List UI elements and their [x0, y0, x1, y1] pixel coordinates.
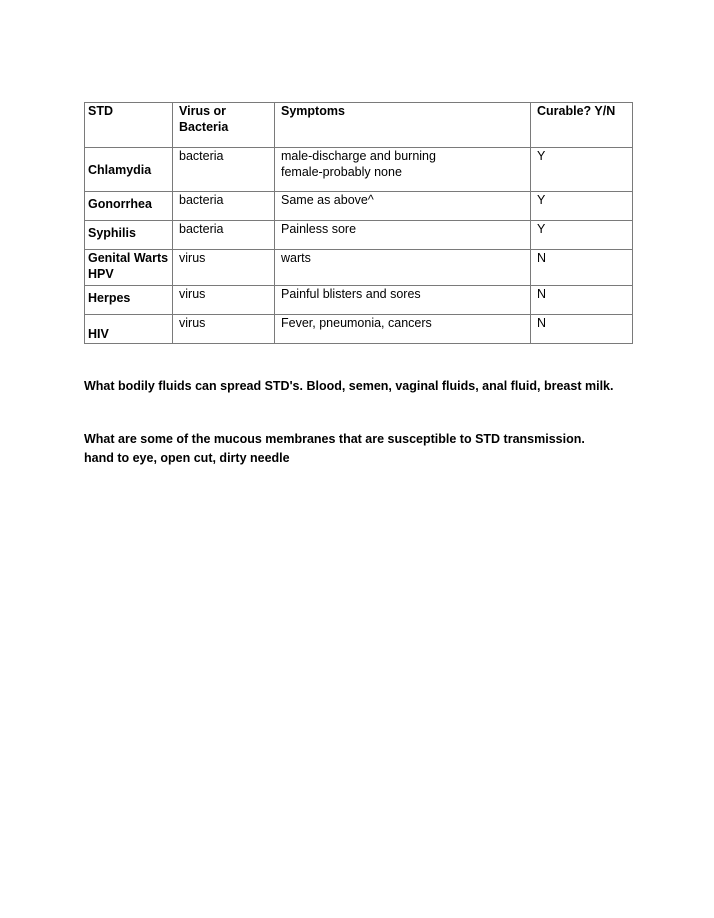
- cell-type: [173, 315, 275, 344]
- symptoms-line: Fever, pneumonia, cancers: [281, 316, 432, 330]
- fluids-paragraph: What bodily fluids can spread STD's. Blood, semen, vaginal fluids, anal fluid, breast milk.: [84, 379, 614, 393]
- std-table: [84, 102, 633, 344]
- header-type-line1: Virus or: [179, 104, 227, 118]
- symptoms-line: warts: [281, 251, 311, 265]
- symptoms-line: Painful blisters and sores: [281, 287, 421, 301]
- curable-value: N: [537, 316, 547, 330]
- membranes-answer: hand to eye, open cut, dirty needle: [84, 451, 290, 465]
- header-curable: [531, 103, 633, 148]
- cell-std: [85, 221, 173, 250]
- cell-symptoms: [275, 221, 531, 250]
- symptoms-line: Same as above^: [281, 193, 374, 207]
- std-name: Herpes: [88, 291, 131, 305]
- header-curable-label: Curable? Y/N: [537, 104, 616, 118]
- cell-std: [85, 192, 173, 221]
- std-type: virus: [179, 251, 206, 265]
- symptoms-line: male-discharge and burning: [281, 149, 436, 163]
- table-header-row: [85, 103, 633, 148]
- std-type: virus: [179, 287, 206, 301]
- cell-std: [85, 315, 173, 344]
- symptoms-line: Painless sore: [281, 222, 357, 236]
- cell-type: [173, 250, 275, 286]
- cell-symptoms: [275, 250, 531, 286]
- table-row: [85, 148, 633, 192]
- std-name: HIV: [88, 327, 109, 341]
- cell-symptoms: [275, 286, 531, 315]
- std-name: Syphilis: [88, 226, 136, 240]
- std-name: Gonorrhea: [88, 197, 152, 211]
- table-row: [85, 315, 633, 344]
- header-std-label: STD: [88, 104, 113, 118]
- curable-value: Y: [537, 149, 546, 163]
- std-name-line2: HPV: [88, 267, 114, 281]
- cell-curable: [531, 148, 633, 192]
- membranes-question: What are some of the mucous membranes that are susceptible to STD transmission.: [84, 432, 585, 446]
- cell-curable: [531, 250, 633, 286]
- header-symptoms: [275, 103, 531, 148]
- cell-type: [173, 192, 275, 221]
- cell-curable: [531, 315, 633, 344]
- cell-std: [85, 148, 173, 192]
- cell-curable: [531, 286, 633, 315]
- header-type: [173, 103, 275, 148]
- std-name: Genital Warts: [88, 251, 169, 265]
- curable-value: Y: [537, 193, 546, 207]
- cell-type: [173, 286, 275, 315]
- cell-symptoms: [275, 315, 531, 344]
- symptoms-line: female-probably none: [281, 165, 402, 179]
- std-type: bacteria: [179, 193, 224, 207]
- std-type: virus: [179, 316, 206, 330]
- cell-curable: [531, 221, 633, 250]
- header-symptoms-label: Symptoms: [281, 104, 345, 118]
- cell-type: [173, 221, 275, 250]
- cell-symptoms: [275, 148, 531, 192]
- std-type: bacteria: [179, 149, 224, 163]
- table-row: [85, 192, 633, 221]
- std-name: Chlamydia: [88, 162, 152, 177]
- curable-value: N: [537, 251, 547, 265]
- table-row: [85, 286, 633, 315]
- cell-std: [85, 286, 173, 315]
- cell-curable: [531, 192, 633, 221]
- header-std: [85, 103, 173, 148]
- cell-symptoms: [275, 192, 531, 221]
- curable-value: N: [537, 287, 547, 301]
- table-row: [85, 221, 633, 250]
- std-type: bacteria: [179, 222, 224, 236]
- cell-type: [173, 148, 275, 192]
- table-row: [85, 250, 633, 286]
- curable-value: Y: [537, 222, 546, 236]
- cell-std: [85, 250, 173, 286]
- header-type-line2: Bacteria: [179, 120, 229, 134]
